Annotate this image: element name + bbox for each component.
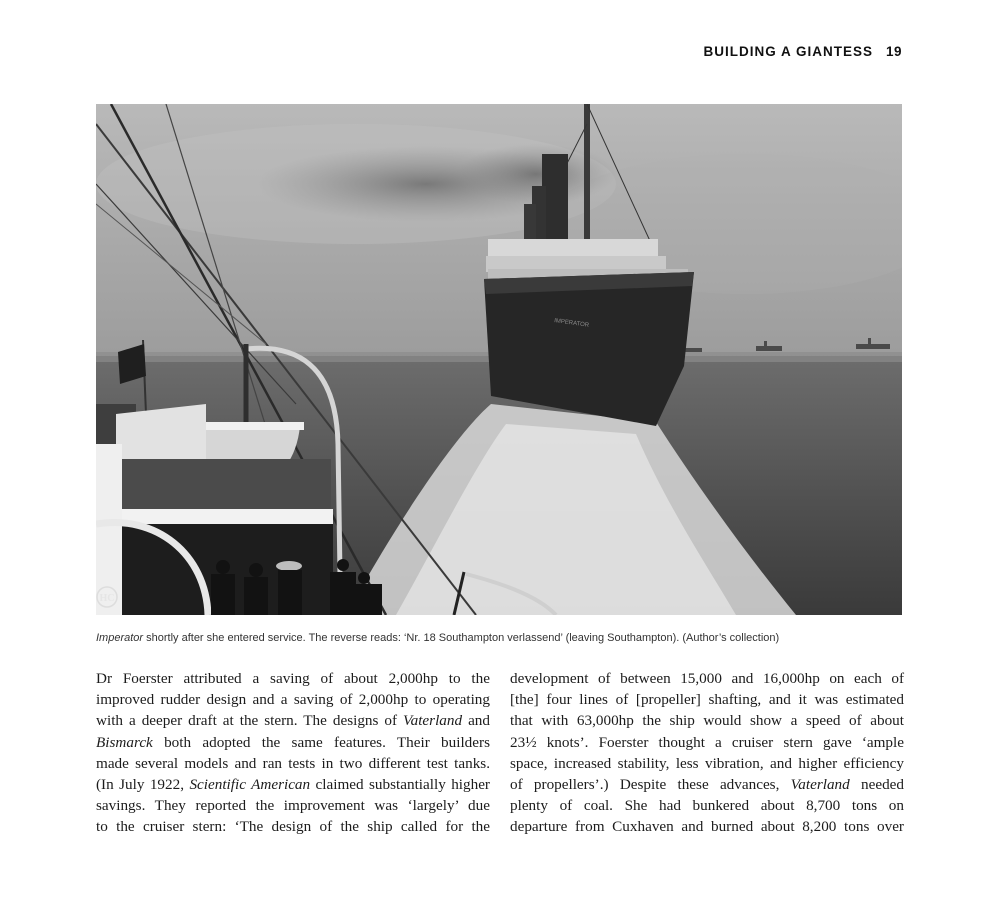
body-text-line [96, 710, 490, 731]
body-text-line [96, 668, 490, 689]
text-run: [the] four lines of [propeller] shafting, and it was estimated [510, 691, 904, 709]
text-run: of propellers’.) Despite these advances, [510, 776, 791, 794]
body-text-line [510, 774, 904, 795]
text-run: and [462, 712, 490, 730]
text-run: departure from Cuxhaven and burned about 8,200 tons over [510, 818, 904, 836]
ship-photograph [96, 104, 902, 615]
monogram-letters: HC [99, 593, 115, 604]
text-run: savings. They reported the improvement was ‘largely’ due [96, 797, 490, 815]
body-text-right-column [510, 668, 904, 838]
body-text-line [96, 689, 490, 710]
text-run: with a deeper draft at the stern. The designs of [96, 712, 404, 730]
text-run: to the cruiser stern: ‘The design of the ship called for the [96, 818, 490, 836]
body-text-line [96, 795, 490, 816]
running-head [703, 44, 902, 59]
body-text-line [510, 753, 904, 774]
text-run: Vaterland [403, 712, 463, 730]
text-run: that with 63,000hp the ship would show a speed of about [510, 712, 904, 730]
text-run: claimed substantially higher [310, 776, 490, 794]
hull-name-label: IMPERATOR [553, 318, 590, 329]
page-number: 19 [885, 44, 902, 59]
caption-text: shortly after she entered service. The reverse reads: ‘Nr. 18 Southampton verlassend’ (leaving Southampton). (Author’s collection) [143, 632, 780, 644]
section-title: BUILDING A GIANTESS [703, 44, 873, 59]
body-text-line [96, 753, 490, 774]
body-text-line [510, 689, 904, 710]
body-text-line [96, 774, 490, 795]
body-text-line [510, 816, 904, 837]
caption-ship-name: Imperator [96, 632, 144, 644]
text-run: needed [849, 776, 905, 794]
text-run: Vaterland [790, 776, 850, 794]
text-run: both adopted the same features. Their builders [152, 733, 490, 751]
body-text-line [96, 732, 490, 753]
body-text-left-column [96, 668, 490, 838]
text-run: Bismarck [96, 733, 153, 751]
text-run: development of between 15,000 and 16,000hp on each of [510, 670, 904, 687]
text-run: made several models and ran tests in two different test tanks. [96, 754, 490, 772]
text-run: Scientific American [189, 776, 311, 794]
body-text-line [510, 710, 904, 731]
body-text-line [510, 795, 904, 816]
text-run: plenty of coal. She had bunkered about 8,700 tons on [510, 797, 904, 815]
text-run: Dr Foerster attributed a saving of about 2,000hp to the [96, 670, 490, 687]
body-text-line [510, 732, 904, 753]
text-run: 23½ knots’. Foerster thought a cruiser stern gave ‘ample [510, 733, 904, 751]
body-text-line [96, 816, 490, 837]
text-run: improved rudder design and a saving of 2,000hp to operating [96, 691, 490, 709]
photo-caption [96, 632, 902, 644]
text-run: space, increased stability, less vibration, and higher efficiency [510, 754, 904, 772]
body-text-line [510, 668, 904, 689]
text-run: (In July 1922, [96, 776, 190, 794]
